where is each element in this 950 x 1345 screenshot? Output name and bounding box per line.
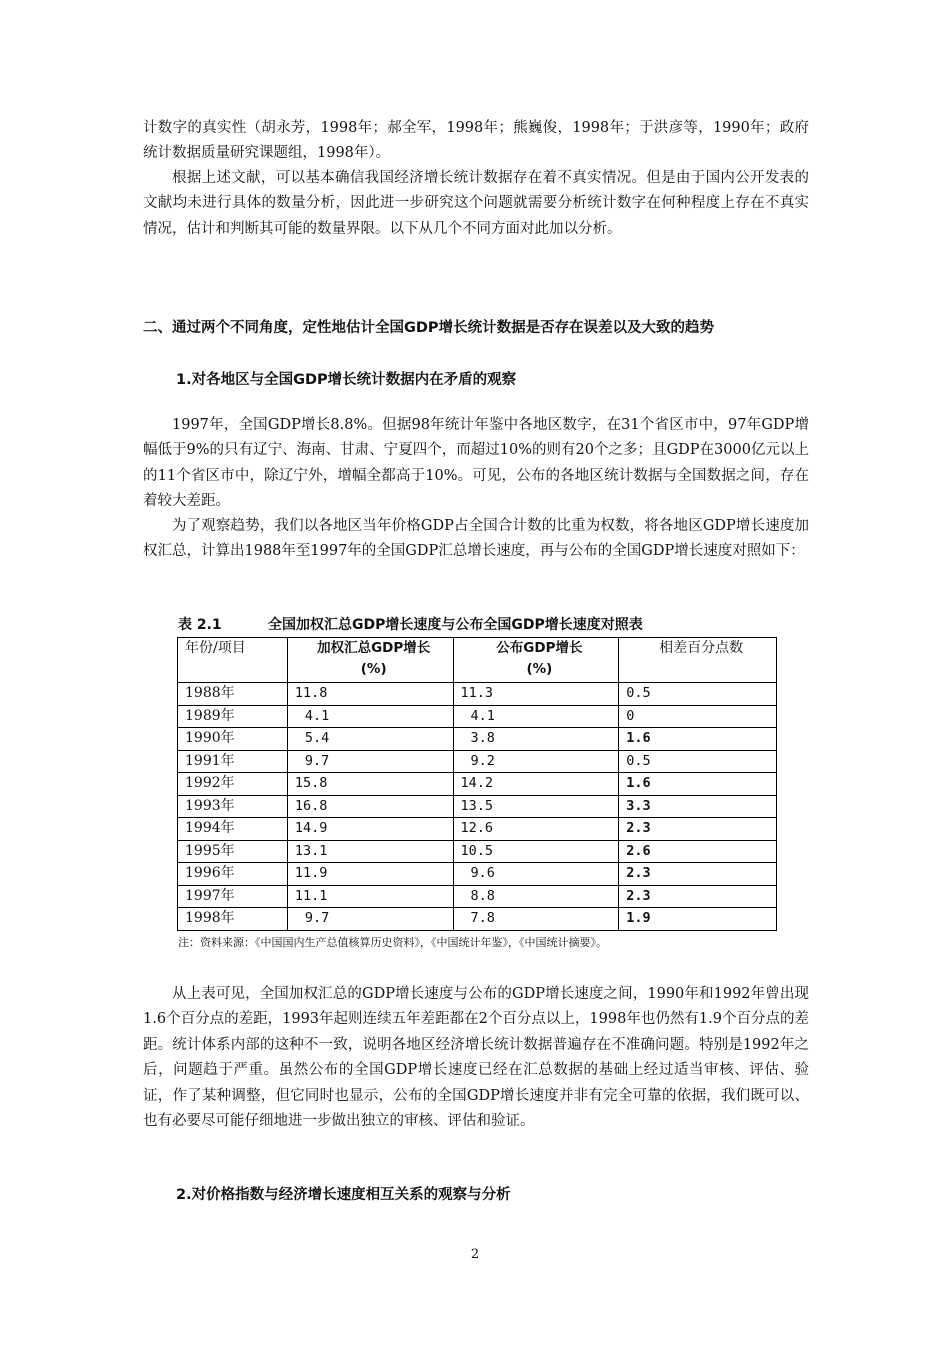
cell-weighted: 15.8	[287, 773, 453, 796]
body-paragraph-regional: 1997年，全国GDP增长8.8%。但据98年统计年鉴中各地区数字，在31个省区市中，97年GDP增幅低于9%的只有辽宁、海南、甘肃、宁夏四个，而超过10%的则有20个之多；且GDP在3000亿元以上的11个省区市中，除辽宁外，增幅全都高于10%。可见，公布的各地区统计数据与全国数据之间，存在着较大差距。	[143, 417, 809, 510]
cell-year: 1994年	[178, 818, 288, 841]
page-number: 2	[470, 1247, 480, 1262]
cell-published: 3.8	[453, 728, 619, 751]
cell-weighted: 14.9	[287, 818, 453, 841]
cell-year: 1988年	[178, 683, 288, 706]
cell-year: 1990年	[178, 728, 288, 751]
table-row	[178, 840, 777, 863]
cell-difference: 0	[619, 705, 777, 728]
cell-difference: 2.3	[619, 863, 777, 886]
table-row	[178, 705, 777, 728]
table-row	[178, 683, 777, 706]
table-row	[178, 750, 777, 773]
cell-year: 1989年	[178, 705, 288, 728]
table-source-note: 注：资料来源：《中国国内生产总值核算历史资料》，《中国统计年鉴》，《中国统计摘要》。	[178, 936, 607, 949]
cell-published: 9.6	[453, 863, 619, 886]
cell-year: 1992年	[178, 773, 288, 796]
header-difference: 相差百分点数	[619, 638, 777, 683]
table-row	[178, 885, 777, 908]
cell-difference: 2.3	[619, 818, 777, 841]
cell-weighted: 13.1	[287, 840, 453, 863]
intro-paragraph-continued: 计数字的真实性（胡永芳，1998年；郝全军，1998年；熊巍俊，1998年；于洪彦等，1990年；政府统计数据质量研究课题组，1998年）。	[143, 120, 809, 162]
table-row	[178, 818, 777, 841]
cell-weighted: 16.8	[287, 795, 453, 818]
cell-weighted: 9.7	[287, 750, 453, 773]
cell-difference: 0.5	[619, 750, 777, 773]
gdp-comparison-table	[177, 637, 777, 931]
cell-difference: 2.3	[619, 885, 777, 908]
header-year: 年份/项目	[178, 638, 288, 683]
table-row	[178, 863, 777, 886]
cell-published: 13.5	[453, 795, 619, 818]
table-row	[178, 908, 777, 931]
cell-difference: 1.6	[619, 728, 777, 751]
body-paragraph-method: 为了观察趋势，我们以各地区当年价格GDP占全国合计数的比重为权数，将各地区GDP增长速度加权汇总，计算出1988年至1997年的全国GDP汇总增长速度，再与公布的全国GDP增长速度对照如下：	[143, 518, 809, 560]
table-row	[178, 795, 777, 818]
cell-difference: 1.6	[619, 773, 777, 796]
cell-difference: 1.9	[619, 908, 777, 931]
section-heading: 二、通过两个不同角度，定性地估计全国GDP增长统计数据是否存在误差以及大致的趋势	[143, 320, 715, 336]
cell-year: 1991年	[178, 750, 288, 773]
analysis-paragraph: 从上表可见，全国加权汇总的GDP增长速度与公布的GDP增长速度之间，1990年和1992年曾出现1.6个百分点的差距，1993年起则连续五年差距都在2个百分点以上，1998年也仍然有1.9个百分点的差距。统计体系内部的这种不一致，说明各地区经济增长统计数据普遍存在不准确问题。特别是1992年之后，问题趋于严重。虽然公布的全国GDP增长速度已经在汇总数据的基础上经过适当审核、评估、验证，作了某种调整，但它同时也显示，公布的全国GDP增长速度并非有完全可靠的依据，我们既可以、也有必要尽可能仔细地进一步做出独立的审核、评估和验证。	[143, 986, 809, 1130]
cell-difference: 2.6	[619, 840, 777, 863]
cell-published: 8.8	[453, 885, 619, 908]
cell-year: 1995年	[178, 840, 288, 863]
table-title: 全国加权汇总GDP增长速度与公布全国GDP增长速度对照表	[268, 617, 643, 633]
cell-difference: 3.3	[619, 795, 777, 818]
cell-published: 7.8	[453, 908, 619, 931]
cell-weighted: 9.7	[287, 908, 453, 931]
table-row	[178, 728, 777, 751]
cell-difference: 0.5	[619, 683, 777, 706]
cell-year: 1993年	[178, 795, 288, 818]
cell-weighted: 11.9	[287, 863, 453, 886]
cell-published: 11.3	[453, 683, 619, 706]
cell-year: 1996年	[178, 863, 288, 886]
cell-published: 4.1	[453, 705, 619, 728]
cell-published: 12.6	[453, 818, 619, 841]
cell-weighted: 4.1	[287, 705, 453, 728]
cell-published: 14.2	[453, 773, 619, 796]
table-header-row	[178, 638, 777, 683]
cell-weighted: 11.1	[287, 885, 453, 908]
header-weighted-growth: 加权汇总GDP增长 (%)	[287, 638, 453, 683]
cell-weighted: 5.4	[287, 728, 453, 751]
cell-weighted: 11.8	[287, 683, 453, 706]
table-caption	[178, 614, 643, 634]
table-row	[178, 773, 777, 796]
cell-year: 1997年	[178, 885, 288, 908]
header-published-growth: 公布GDP增长 (%)	[453, 638, 619, 683]
subsection-heading-2: 2.对价格指数与经济增长速度相互关系的观察与分析	[176, 1187, 511, 1203]
cell-published: 10.5	[453, 840, 619, 863]
cell-year: 1998年	[178, 908, 288, 931]
cell-published: 9.2	[453, 750, 619, 773]
intro-paragraph: 根据上述文献，可以基本确信我国经济增长统计数据存在着不真实情况。但是由于国内公开发表的文献均未进行具体的数量分析，因此进一步研究这个问题就需要分析统计数字在何种程度上存在不真实情况，估计和判断其可能的数量界限。以下从几个不同方面对此加以分析。	[143, 170, 809, 237]
subsection-heading-1: 1.对各地区与全国GDP增长统计数据内在矛盾的观察	[176, 372, 517, 388]
table-number: 表 2.1	[178, 617, 222, 633]
